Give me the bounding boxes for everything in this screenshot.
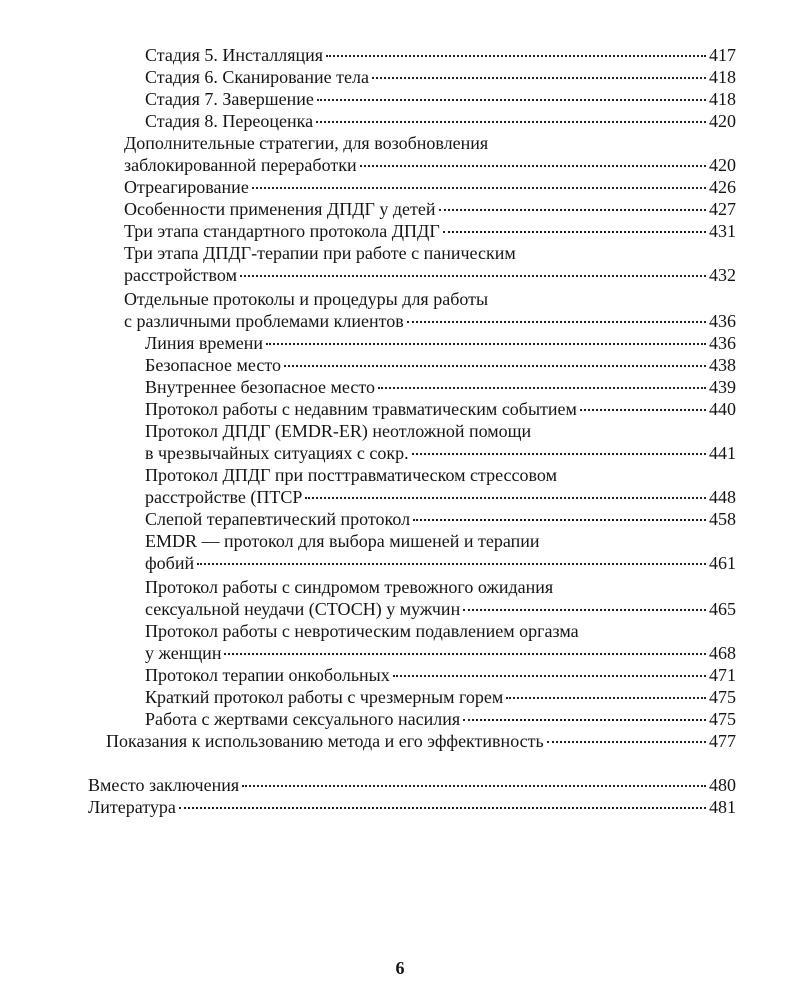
toc-entry-title-line2: с различными проблемами клиентов [124, 311, 404, 331]
toc-entry-page: 436 [709, 333, 736, 353]
toc-entry-title-line2: у женщин [145, 643, 222, 663]
page-number: 6 [395, 958, 405, 978]
toc-entry-page: 431 [709, 221, 736, 241]
toc-entry-recent-event[interactable] [145, 398, 736, 420]
toc-entry-page: 481 [709, 797, 736, 817]
toc-entry-page: 468 [709, 643, 736, 663]
toc-entry-page: 448 [709, 487, 736, 507]
toc-entry-grief[interactable] [145, 686, 736, 708]
toc-entry-emdr-er[interactable] [145, 420, 736, 464]
toc-entry-additional-strategies[interactable] [124, 132, 736, 176]
toc-entry-title-line2: заблокированной переработки [124, 155, 357, 175]
toc-entry-title-line1: Протокол ДПДГ при посттравматическом стрессовом [145, 465, 557, 485]
toc-entry-page: 475 [709, 687, 736, 707]
toc-entry-title: Вместо заключения [88, 775, 240, 795]
toc-entry-violence[interactable] [145, 708, 736, 730]
toc-entry-page: 475 [709, 709, 736, 729]
toc-entry-title-line1: Три этапа ДПДГ-терапии при работе с паническим [124, 243, 516, 263]
toc-entry-page: 458 [709, 509, 736, 529]
toc-entry-title: Стадия 5. Инсталляция [145, 45, 324, 65]
toc-entry-page: 426 [709, 177, 736, 197]
toc-entry-page: 480 [709, 775, 736, 795]
toc-entry-title-line1: Дополнительные стратегии, для возобновления [124, 133, 489, 153]
toc-entry-safe-place[interactable] [145, 354, 736, 376]
toc-entry-page: 436 [709, 311, 736, 331]
toc-entry-title: Литература [88, 797, 176, 817]
toc-entry-page: 477 [709, 731, 736, 751]
toc-entry-panic-disorder[interactable] [124, 242, 736, 286]
toc-entry-title-line2: расстройстве (ПТСР [145, 487, 303, 507]
toc-entry-page: 418 [709, 89, 736, 109]
toc-entry-title: Слепой терапевтический протокол [145, 509, 411, 529]
toc-entry-title: Протокол терапии онкобольных [145, 665, 390, 685]
toc-entry-literature[interactable] [88, 796, 736, 818]
toc-entry-page: 427 [709, 199, 736, 219]
toc-entry-title-line1: EMDR — протокол для выбора мишеней и терапии [145, 531, 540, 551]
toc-entry-title: Безопасное место [145, 355, 281, 375]
toc-entry-page: 439 [709, 377, 736, 397]
toc-entry-page: 465 [709, 599, 736, 619]
toc-entry-page: 441 [709, 443, 736, 463]
toc-entry-title: Особенности применения ДПДГ у детей [124, 199, 436, 219]
toc-entry-page: 471 [709, 665, 736, 685]
toc-entry-title: Стадия 6. Сканирование тела [145, 67, 369, 87]
toc-entry-title-line1: Протокол работы с синдромом тревожного ожидания [145, 577, 554, 597]
toc-entry-stoch[interactable] [145, 576, 736, 620]
toc-entry-page: 418 [709, 67, 736, 87]
toc-entry-title-line2: фобий [145, 553, 195, 573]
toc-entry-title: Три этапа стандартного протокола ДПДГ [124, 221, 440, 241]
toc-entry-title: Стадия 8. Переоценка [145, 111, 314, 131]
toc-entry-page: 420 [709, 111, 736, 131]
toc-entry-orgasm[interactable] [145, 620, 736, 664]
toc-entry-blind-protocol[interactable] [145, 508, 736, 530]
toc-entry-title-line1: Протокол работы с невротическим подавлением оргазма [145, 621, 579, 641]
toc-entry-page: 420 [709, 155, 736, 175]
toc-entry-title-line1: Отдельные протоколы и процедуры для работы [124, 289, 489, 309]
toc-entry-title: Краткий протокол работы с чрезмерным горем [145, 687, 504, 707]
toc-entry-title-line2: в чрезвычайных ситуациях с сокр. [145, 443, 409, 463]
toc-entry-page: 461 [709, 553, 736, 573]
toc-entry-phobia[interactable] [145, 530, 736, 574]
toc-entry-children[interactable] [124, 198, 736, 220]
toc-entry-page: 417 [709, 45, 736, 65]
toc-entry-reacting[interactable] [124, 176, 736, 198]
toc-entry-stage-5[interactable] [145, 44, 736, 66]
toc-entry-stage-6[interactable] [145, 66, 736, 88]
toc-entry-page: 438 [709, 355, 736, 375]
toc-entry-separate-protocols[interactable] [124, 288, 736, 332]
toc-entry-title: Линия времени [145, 333, 264, 353]
toc-entry-title: Работа с жертвами сексуального насилия [145, 709, 461, 729]
toc-entry-three-stages[interactable] [124, 220, 736, 242]
toc-entry-stage-8[interactable] [145, 110, 736, 132]
toc-entry-title: Протокол работы с недавним травматическим событием [145, 399, 577, 419]
toc-entry-title-line2: расстройством [124, 265, 237, 285]
toc-entry-conclusion[interactable] [88, 774, 736, 796]
toc-entry-page: 440 [709, 399, 736, 419]
toc-entry-title: Стадия 7. Завершение [145, 89, 314, 109]
toc-entry-title: Показания к использованию метода и его эффективность [106, 731, 544, 751]
toc-entry-title-line2: сексуальной неудачи (СТОСН) у мужчин [145, 599, 461, 619]
toc-entry-title: Отреагирование [124, 177, 249, 197]
toc-entry-inner-safe-place[interactable] [145, 376, 736, 398]
toc-entry-timeline[interactable] [145, 332, 736, 354]
toc-entry-page: 432 [709, 265, 736, 285]
toc-entry-oncology[interactable] [145, 664, 736, 686]
toc-entry-indications[interactable] [106, 730, 736, 752]
toc-entry-title-line1: Протокол ДПДГ (EMDR-ER) неотложной помощи [145, 421, 532, 441]
toc-entry-stage-7[interactable] [145, 88, 736, 110]
toc-entry-title: Внутреннее безопасное место [145, 377, 375, 397]
toc-entry-ptsd[interactable] [145, 464, 736, 508]
